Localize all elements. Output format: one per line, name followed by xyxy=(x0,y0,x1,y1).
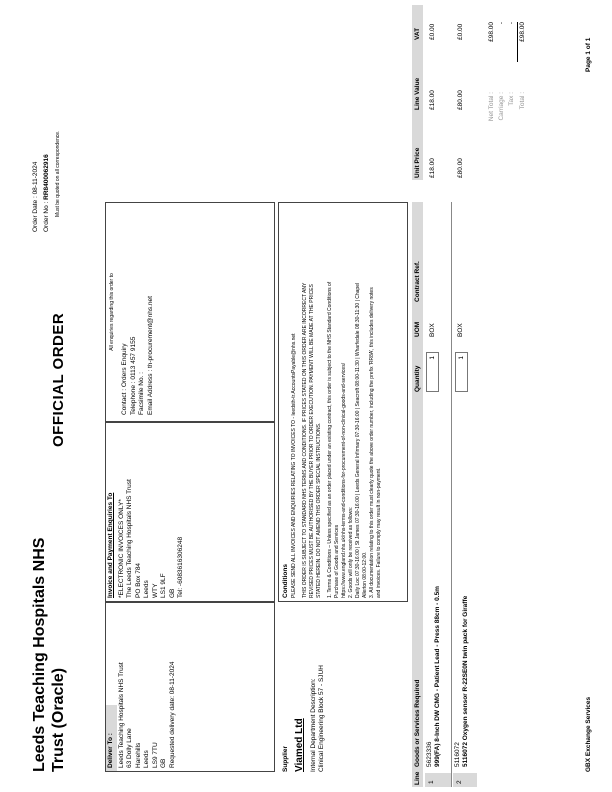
order-date: Order Date : 08-11-2024 xyxy=(32,161,39,232)
row-2-line: 2 xyxy=(456,780,463,784)
condition-line: PLEASE SEND ALL INVOICES AND ENQUIRIES RELATING TO INVOICES TO - leedsth-tr.AccountsPayable@nhs.net xyxy=(290,333,297,598)
row-1-line: 1 xyxy=(428,780,435,784)
condition-line: 2. Goods will only be received as follows: xyxy=(347,506,354,598)
deliver-line: Leeds Teaching Hospitals NHS Trust xyxy=(117,662,125,768)
supplier-heading: Supplier xyxy=(282,745,289,772)
condition-line: REVISED PRICES MUST BE AUTHORISED BY THE BUYER PRIOR TO ORDER EXECUTION. PAYMENT WILL BE MADE AT THE PRICES xyxy=(308,284,315,598)
invoice-line: PO Box 784 xyxy=(134,562,142,598)
conditions-heading: Conditions xyxy=(282,564,289,598)
condition-line: 1. Terms & Conditions – Unless specified as an order placed under an existing contract, this order is subject to the NHS Standard Conditions of xyxy=(326,281,333,598)
condition-line: Daily Loc 07:30-16:00 | St James 07:30-16:00 | Leeds General Infirmary 07:30-16:00 | Seacroft 08:00-11:30 | Wharfedale 08:30-11:30 | Chapel xyxy=(354,282,361,598)
col-header-uom: UOM xyxy=(414,321,421,337)
order-lines-table xyxy=(412,202,478,787)
deliver-line: LS9 7TU xyxy=(151,742,159,768)
price-columns xyxy=(412,5,478,180)
condition-line: Purchase of Goods and Services xyxy=(333,524,340,598)
contact-email: Email Address : th-procurement@nhs.net xyxy=(146,296,154,415)
document-title: OFFICIAL ORDER xyxy=(50,312,67,447)
col-header-contract-ref: Contract Ref. xyxy=(414,261,421,302)
invoice-line: Leeds xyxy=(143,580,150,598)
invoice-line: LS1 9LF xyxy=(160,573,167,598)
tax-label: Tax : xyxy=(508,92,515,106)
totals-block xyxy=(488,12,548,142)
condition-line: STATED HEREIN. DO NOT AMEND THIS ORDER SPECIAL INSTRUCTIONS. xyxy=(315,422,322,598)
deliver-line: GB xyxy=(160,758,167,768)
internal-department: Clinical Engineering Block 57 - SJUH xyxy=(318,665,325,772)
row-2-description: 5116072 Oxygen sensor R-22SE0N twin pack for Giraffe xyxy=(462,595,469,767)
org-line-1: Leeds Teaching Hospitals NHS xyxy=(31,537,48,772)
row-2-line-value: £80.00 xyxy=(457,90,464,110)
condition-line: 3. All documentation relating to this order must clearly quote the above order number, including the prefix 'RR8A', this includes delivery notes xyxy=(368,287,375,598)
supplier-name: Viamed Ltd xyxy=(293,718,305,772)
row-2-unit-price: £80.00 xyxy=(457,158,464,178)
condition-link[interactable]: https://www.england.nhs.uk/nhs-terms-and-conditions-for-procurement-of-non-clinical-goods-and-services/ xyxy=(340,362,347,598)
row-2-quantity[interactable]: 1 xyxy=(455,352,468,392)
invoice-to-heading: Invoice and Payment Enquiries To xyxy=(107,492,114,598)
quote-note: Must be quoted on all correspondence. xyxy=(55,130,61,217)
col-header-goods: Goods or Services Required xyxy=(414,679,421,767)
invoice-line: GB xyxy=(168,588,176,598)
carriage-label: Carriage : xyxy=(498,92,505,121)
row-1-uom: BOX xyxy=(429,323,436,337)
footer-left: GBX Exchange Services xyxy=(585,696,592,772)
row-1-line-value: £18.00 xyxy=(429,90,436,110)
row-1-description: 999(FA) 8-Inch DW CMG - Patient Lead - Press 88cm - 0.5m xyxy=(434,586,441,767)
org-line-2: Trust (Oracle) xyxy=(50,667,67,772)
deliver-to-box xyxy=(105,602,275,772)
row-1-quantity[interactable]: 1 xyxy=(426,352,439,392)
carriage-value: - xyxy=(498,22,505,25)
internal-department-desc: Internal Department Description: xyxy=(309,678,317,772)
invoice-line: *ELECTRONIC INVOICES ONLY* xyxy=(117,499,125,598)
invoice-line: The Leeds Teaching Hospitals NHS Trust xyxy=(126,479,133,598)
invoice-to-box xyxy=(105,422,275,602)
col-header-unit-price: Unit Price xyxy=(414,147,421,178)
invoice-to-address xyxy=(117,423,187,601)
requested-delivery-date: Requested delivery date: 08-11-2024 xyxy=(168,661,176,768)
deliver-line: Harehills xyxy=(134,742,142,768)
row-2-vat: £0.00 xyxy=(457,23,464,40)
row-1-code: 5623336 xyxy=(426,741,433,767)
organisation-name xyxy=(30,472,68,772)
row-1-vat: £0.00 xyxy=(429,23,436,40)
conditions-text xyxy=(291,206,383,598)
row-2-uom: BOX xyxy=(457,323,464,337)
conditions-box xyxy=(278,202,408,602)
row-2-code: 5116072 xyxy=(454,742,461,767)
deliver-line: 63 Dolly Lane xyxy=(126,728,133,768)
contact-note: All enquiries regarding this order to xyxy=(109,273,115,351)
order-number-line xyxy=(43,154,52,232)
supplier-section xyxy=(282,604,327,772)
total-label: Total : xyxy=(519,92,526,110)
col-header-vat: VAT xyxy=(414,27,421,40)
col-header-quantity: Quantity xyxy=(414,365,421,392)
tax-value: - xyxy=(508,22,515,25)
net-total-label: Net Total : xyxy=(488,92,495,122)
contact-details xyxy=(119,203,157,421)
net-total-value: £98.00 xyxy=(488,22,495,42)
order-number-label: Order No : xyxy=(43,199,50,232)
invoice-line: WTY xyxy=(151,583,159,598)
invoice-line: Tel: -6083616306248 xyxy=(177,536,184,598)
condition-line: and invoices. Failure to comply may result in non-payment. xyxy=(375,467,382,598)
deliver-to-heading: Deliver To : xyxy=(106,705,117,771)
deliver-to-address xyxy=(117,603,179,771)
total-value: £98.00 xyxy=(519,22,526,42)
total-divider xyxy=(517,22,518,62)
contact-facsimile: Facsimile No. : xyxy=(138,372,145,415)
row-1-unit-price: £18.00 xyxy=(429,158,436,178)
order-number: RR8400062916 xyxy=(43,154,50,200)
footer-page-number: Page 1 of 1 xyxy=(585,37,592,72)
row-divider xyxy=(451,202,452,787)
condition-line: THIS ORDER IS SUBJECT TO STANDARD NHS TERMS AND CONDITIONS. IF PRICES STATED ON THIS ORDER ARE INCORRECT ANY xyxy=(301,282,308,598)
contact-name: Contact : Orders Enquiry xyxy=(121,343,128,415)
contact-box xyxy=(105,202,275,422)
col-header-line: Line xyxy=(414,771,421,785)
deliver-line: Leeds xyxy=(143,750,150,768)
col-header-line-value: Line Value xyxy=(414,77,421,110)
condition-line: Allerton 08:00-12:00. xyxy=(361,551,368,598)
contact-telephone: Telephone : 0113 457 9155 xyxy=(129,336,137,415)
